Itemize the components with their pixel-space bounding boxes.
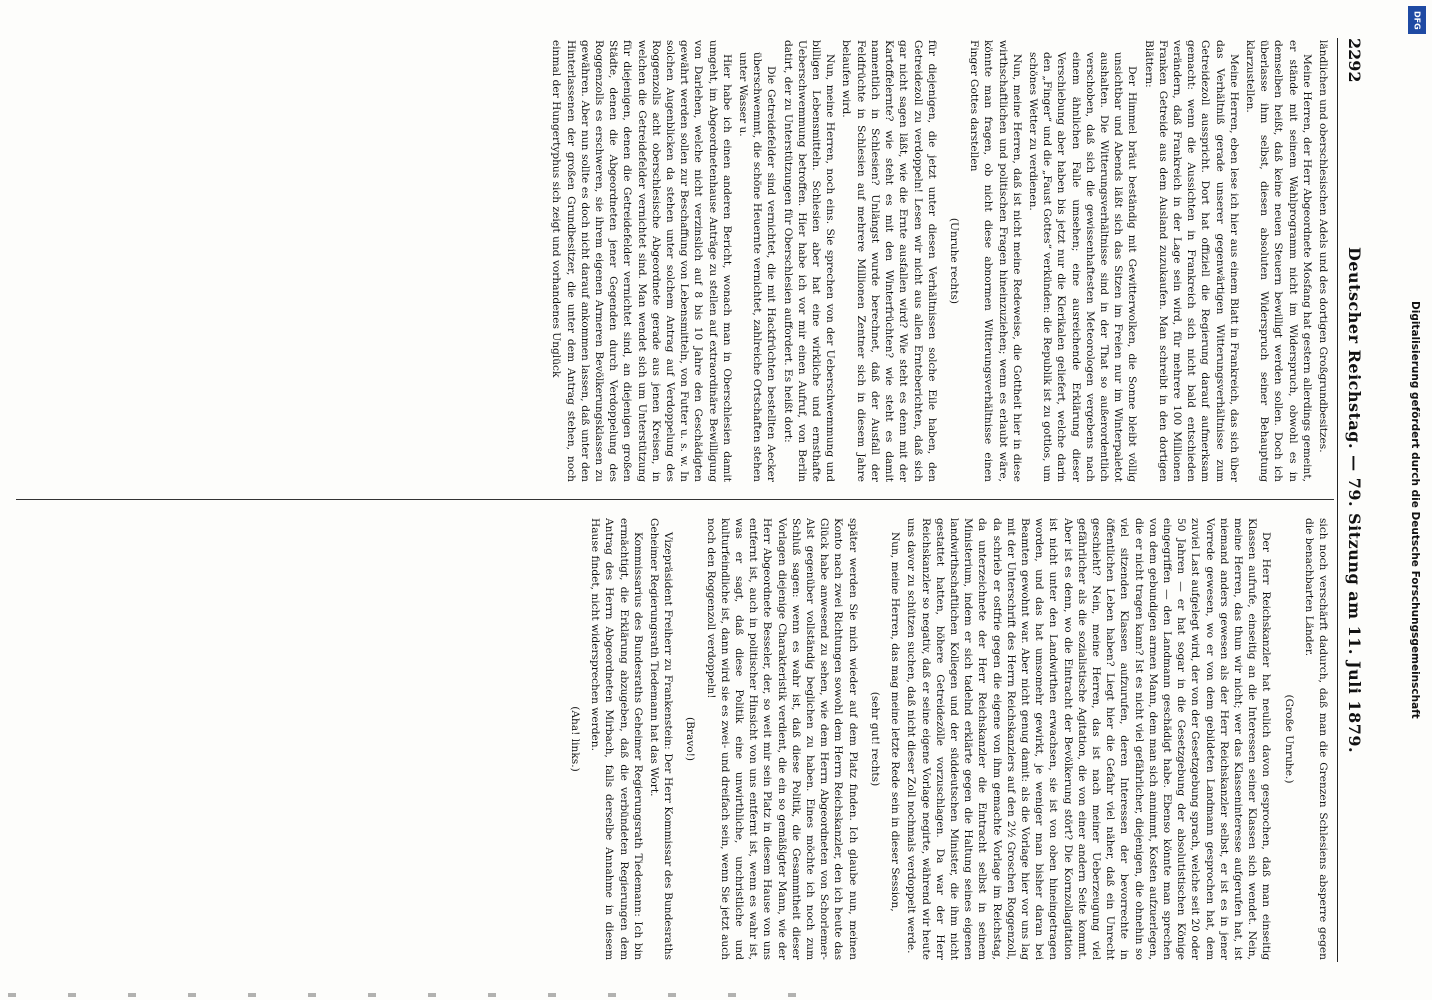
dfg-logo-icon: DFG <box>1408 6 1426 34</box>
scan-edge-marks <box>8 993 828 997</box>
interjection: (Aha! links.) <box>569 706 582 772</box>
paragraph: Nun, meine Herren, daß ist nicht meine Redeweise, die Gottheit hier in diese wirthschaftlichen und politischen Fragen hineinzuziehen; wenn es erlaubt wäre, könnte man fragen, ob nicht diese abnormen Witterungsverhältnisse einen Finger Gottes darstellen <box>968 40 1023 482</box>
paragraph: Nun, meine Herren, noch eins. Sie sprechen von der Ueberschwemmung und billigen Lebensmitteln. Schlesien aber hat eine wirkliche und ernsthafte Ueberschwemmung betroffen. Hier habe ich vor mir einen Aufruf, von Berlin datirt, der zu Unterstützungen für Oberschlesien auffordert. Es heißt dort: <box>781 40 837 482</box>
speaker-paragraph: Vizepräsident Freiherr zu Frankenstein: Der Herr Kommissar des Bundesraths Geheimer Regierungsrath Tiedemann hat das Wort. <box>648 518 675 960</box>
interjection: (sehr gut! rechts) <box>868 691 881 787</box>
interjection: (Große Unruhe.) <box>1282 694 1295 784</box>
paragraph: ländlichen und oberschlesischen Adels und des dortigen Großgrundbesitzes. <box>1317 40 1329 453</box>
paragraph: Nun, meine Herren, das mag meine letzte Rede sein in dieser Session, <box>889 532 902 912</box>
running-title: Deutscher Reichstag. — 79. Sitzung am 11. Juli 1879. <box>1345 246 1364 754</box>
quoted-passage: Der Himmel bräut beständig mit Gewitterwolken, die Sonne bleibt völlig unsichtbar und Abends läßt sich das Sitzen im Freien nur im Winterpaletot aushalten. Die Witterungsverhältnisse sind in der That so außerordentlich verschoben, daß sich die gewissenhaftesten Meteorologen vergebens nach einem ähnlichen Falle umsehen; eine ausreichende Erklärung dieser Verschiebung aber haben bis jetzt nur die Klerikalen geliefert, welche darin den „Finger“ und die „Faust Gottes“ verkünden: die Republik ist zu gottlos, um schönes Wetter zu verdienen. <box>1026 52 1139 482</box>
paragraph: Meine Herren, der Herr Abgeordnete Mosfang hat gestern allerdings gemeint, er stände mit seinem Wahlprogramm nicht im Widerspruch, obwohl es in demselben heißt, daß keine neuen Steuern bewilligt werden sollen. Doch ich überlasse ihm selbst, diesen absoluten Widerspruch seiner Behauptung klarzustellen. <box>1243 40 1313 482</box>
paragraph: Der Herr Reichskanzler hat neulich davon gesprochen, daß man einseitig Klassen aufrufe, einseitig an die Interessen seiner Klassen sich wendet. Nein, meine Herren, das thun wir nicht; wer das Klasseninteresse aufgerufen hat, ist niemand anders gewesen als der Herr Reichskanzler selbst, er ist es in jener Vorrede gewesen, wo er von dem gebildeten Landmann gesprochen hat, dem zuviel Last aufgelegt wird, der von der Gesetzgebung sprach, welche seit 20 oder 50 Jahren — er hat sogar in die Gesetzgebung der absolutistischen Könige eingegriffen — den Landmann geschädigt habe. Ebenso könnte man sprechen von dem gebundigen armen Mann, dem man sich annimmt, Kosten aufzuerlegen, die er nicht tragen kann? Ist es nicht viel gefährlicher, diejenigen, die ohnehin so viel sitzenden Klassen aufzurufen, deren Interessen der bevorrechte in öffentlichen Leben haben? Liegt hier die Gefahr viel näher, daß ein Unrecht geschieht? Nein, meine Herren, das ist nach meiner Ueberzeugung viel gefährlicher als die sozialistische Agitation, die von einer andern Seite kommt. Aber ist es denn, wo die Eintracht der Bevölkerung stört? Die Kornzollagitation ist nicht unter den Landwirthen erwachsen, sie ist von oben hineingetragen worden, und das hat umsomehr gewirkt, je weniger man bisher daran bei Beamten gewohnt war. Aber nicht genug damit: als die Vorlage hier vor uns lag mit der Unterschrift des Herrn Reichskanzlers auf den 2½ Groschen Roggenzoll, da schrieb er ostfrie gegen die eigene von ihm gemachte Vorlage im Reichstag, da unterzeichnete der Herr Reichskanzler die Eintracht selbst in seinem Ministerium, indem er sich tadelnd erklärte gegen die Haltung seines eigenen landwirthschaftlichen Kollegen und der süddeutschen Minister, die ihm nicht gestattet hatten, höhere Getreidezölle vorzuschlagen. Da war der Herr Reichskanzler so negativ, daß er seine eigene Vorlage negirte, während wir heute uns davor zu schützen suchen, daß nicht dieser Zoll nochmals verdoppelt werde. <box>905 518 1273 960</box>
paragraph: Hier habe ich einen anderen Bericht, wonach man in Oberschlesien damit umgeht, im Abgeordnetenhause Anträge zu stellen auf extraordinäre Bewilligung von Darlehen, welche nicht verzinslich auf 8 bis 10 Jahre den Geschädigten gewährt werden sollen zur Beschaffung von Lebensmitteln, von Futter u. s. w. In solchen Augenblicken da stehen unter solchem Antrag auf Verdoppelung des Roggenzolls acht oberschlesische Abgeordnete gerade aus jenen Kreisen, in welchen die Getreidefelder vernichtet sind. Man wendet sich um Unterstützung für diejenigen, denen die Getreidefelder vernichtet sind, an diejenigen großen Städte, denen die Abgeordneten jener Gegenden durch Verdoppelung des Roggenzolls es erschweren, sie ihrem eigenen Armeren Bevölkerungsklassen zu gewähren. Aber nun sollte es doch nicht darauf ankommen lassen, daß unter den Hinterlassenen der großen Grundbesitzer, die unter dem Antrag stehen, noch einmal der Hungertyphus sich zeigt und vorhandenes Unglück <box>550 40 733 482</box>
page-header <box>1337 38 1372 962</box>
quoted-passage: Die Getreidefelder sind vernichtet, die mit Hackfrüchten bestellten Aecker überschwemmt, die schöne Heuernte vernichtet, zahlreiche Ortschaften stehen unter Wasser u. <box>737 52 778 482</box>
paragraph: sich noch verschärft dadurch, daß man die Grenzen Schlesiens absperre gegen die benachbarten Länder. <box>1302 518 1329 960</box>
paragraph: Meine Herren, eben lese ich hier aus einem Blatt in Frankreich, das sich über das Verhältniß gerade unserer gegenwärtigen Witterungsverhältnisse zum Getreidezoll ausspricht. Dort hat offiziell die Regierung darauf aufmerksam gemacht: wenn die Aussichten in Frankreich sich nicht bald entschieden verändern, daß Frankreich in der Lage sein wird, für mehrere 100 Millionen Franken Getreide aus dem Ausland zuzukaufen. Man schreibt in den dortigen Blättern: <box>1142 40 1240 482</box>
interjection: (Bravo!) <box>684 716 697 762</box>
page-number: 2292 <box>1345 38 1364 83</box>
column-divider <box>16 499 1334 500</box>
interjection: (Unruhe rechts) <box>947 217 960 305</box>
speaker-paragraph: Kommissarius des Bundesraths Geheimer Regierungsrath Tiedemann: Ich bin ermächtigt, die Erklärung abzugeben, daß die verbündeten Regierungen dem Antrag des Herrn Abgeordneten Mirbach, falls derselbe Annahme in diesem Hause findet, nicht widersprechen werden. <box>589 518 644 960</box>
digitization-note: Digitalisierung gefördert durch die Deutsche Forschungsgemeinschaft <box>1409 301 1421 719</box>
paragraph: für diejenigen, die jetzt unter diesen Verhältnissen solche Eile haben, den Getreidezoll zu verdoppeln! Lesen wir nicht aus allen Ernteberichten, daß sich gar nicht sagen läßt, wie die Ernte ausfallen wird? Wie steht es denn mit der Kartoffelernte? wie steht es mit den Winterfrüchten? wie steht es damit namentlich in Schlesien? Unlängst wurde berechnet, daß der Ausfall der Feldfrüchte in Schlesien auf mehrere Millionen Zentner sich in diesem Jahre belaufen wird. <box>840 40 938 482</box>
right-column <box>560 518 1330 960</box>
paragraph: später werden Sie mich wieder auf dem Platz finden. Ich glaube nun, meinen Konto nach zwei Richtungen sowohl dem Herrn Reichskanzler, den ich heute das Glück habe anwesend zu sehen, wie dem Herrn Abgeordneten von Schorlemer-Alst gegenüber vollständig beglichen zu haben. Eines möchte ich noch zum Schluß sagen: wenn es wahr ist, daß diese Politik, die Gesammtheit dieser Vorlagen diejenige Charakteristik verdient, die ein so gemäßigter Mann, wie der Herr Abgeordnete Besseler, der, so weit mir sein Platz in diesem Hause von uns entfernt ist, auch in politischer Hinsicht von uns entfernt ist, wenn es wahr ist, was er sagt, daß diese Politik eine unwirthliche, unchristliche und kulturfeindliche ist, dann wird sie es zwei- und dreifach sein, wenn Sie jetzt auch noch den Roggenzoll verdoppeln! <box>704 518 859 960</box>
left-column <box>547 40 1330 482</box>
